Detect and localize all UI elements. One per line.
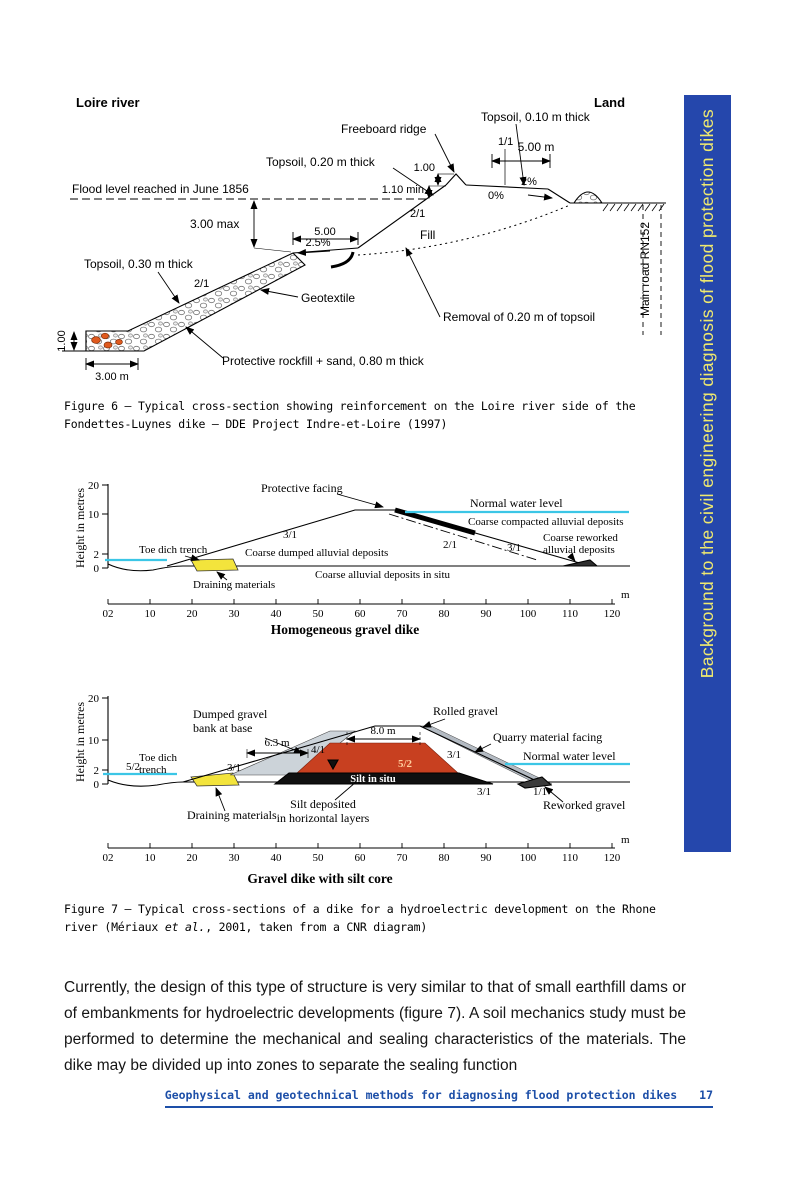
fig6-label-pct2: 2% bbox=[521, 176, 537, 188]
fig6-label-dim-3m: 3.00 m bbox=[95, 371, 129, 383]
fig7a-xtick: 120 bbox=[603, 608, 621, 620]
fig7b-label-slope52-core: 5/2 bbox=[397, 758, 413, 770]
figure6-caption-text: Figure 6 – Typical cross-section showing reinforcement on the Loire river side of the Fondettes-Luynes dike – DDE Project Indre-et-Loire (1997) bbox=[64, 399, 636, 431]
fig7b-ytick-10: 10 bbox=[88, 735, 99, 747]
fig7b-xtick: 40 bbox=[270, 852, 282, 864]
y-ticks bbox=[102, 485, 108, 568]
fig7b-ytick-20: 20 bbox=[88, 693, 99, 705]
fig7b-label-slope31-toe: 3/1 bbox=[227, 762, 242, 774]
fig7b-geometry bbox=[102, 696, 630, 848]
fig7b-xtick: 30 bbox=[228, 852, 240, 864]
figure6-caption bbox=[64, 398, 680, 434]
fig7a-xtick: 110 bbox=[561, 608, 579, 620]
fig7a-label-coarse-dumped: Coarse dumped alluvial deposits bbox=[245, 547, 389, 559]
fig7b-label-normal-water: Normal water level bbox=[523, 749, 616, 763]
fig6-label-slope-1-1: 1/1 bbox=[498, 136, 514, 148]
fig7b-y-axis-label: Height in metres bbox=[73, 702, 87, 782]
fig7b-label-silt-in-situ: Silt in situ bbox=[350, 774, 396, 785]
fig7b-xtick: 70 bbox=[396, 852, 408, 864]
fig7b-label-silt-dep-2: in horizontal layers bbox=[276, 811, 370, 825]
fig6-label-freeboard-ridge: Freeboard ridge bbox=[341, 122, 427, 136]
fig7a-xtick: 30 bbox=[228, 608, 240, 620]
fig6-label-dim-100-top: 1.00 bbox=[413, 162, 435, 174]
fig7a-label-coarse-reworked-2: alluvial deposits bbox=[543, 544, 615, 556]
fig7a-label-toe-ditch: Toe dich trench bbox=[139, 544, 208, 556]
fig7a-xtick: 60 bbox=[354, 608, 366, 620]
fig6-label-dim-100-left: 1.00 bbox=[56, 330, 68, 352]
fig7a-xtick: 90 bbox=[480, 608, 492, 620]
figure6-diagram bbox=[58, 93, 678, 393]
fig7b-xtick: 60 bbox=[354, 852, 366, 864]
fig6-label-slope-21-lower: 2/1 bbox=[194, 278, 210, 290]
freeboard-ridge-shape bbox=[446, 174, 466, 185]
figure7-caption-post: , 2001, taken from a CNR diagram) bbox=[205, 919, 428, 934]
x-ticks bbox=[108, 843, 612, 848]
fig7a-label-normal-water-level: Normal water level bbox=[470, 496, 563, 510]
fig7b-unit-m: m bbox=[621, 834, 630, 846]
x-ticks bbox=[108, 599, 612, 604]
mound bbox=[574, 192, 602, 203]
topsoil-removal-line bbox=[358, 205, 570, 255]
ground-hatch bbox=[603, 204, 664, 211]
fig7b-label-reworked: Reworked gravel bbox=[543, 798, 626, 812]
reworked-toe-wedge bbox=[563, 560, 597, 566]
fig7a-label-slope31-left: 3/1 bbox=[283, 529, 298, 541]
fig7b-xtick: 02 bbox=[102, 852, 114, 864]
y-ticks bbox=[102, 698, 108, 784]
fig7a-label-draining: Draining materials bbox=[193, 579, 276, 591]
fig7b-xtick: 10 bbox=[144, 852, 156, 864]
fig7a-label-slope31-right: 3/1 bbox=[507, 542, 522, 554]
fig7b-label-toe-ditch-2: trench bbox=[139, 764, 167, 776]
fig7a-ytick-0: 0 bbox=[93, 563, 99, 575]
fig7b-xtick: 90 bbox=[480, 852, 492, 864]
fig7b-label-toe-ditch-1: Toe dich bbox=[139, 752, 178, 764]
fig7b-ytick-0: 0 bbox=[93, 779, 99, 791]
fig7b-label-silt-dep-1: Silt deposited bbox=[290, 797, 356, 811]
fig7a-label-coarse-insitu: Coarse alluvial deposits in situ bbox=[315, 569, 451, 581]
fig7a-ytick-20: 20 bbox=[88, 480, 99, 492]
land-slope bbox=[548, 189, 570, 203]
figure7-caption bbox=[64, 901, 680, 937]
footer-rule bbox=[165, 1088, 713, 1108]
figure7-caption-italic: et al. bbox=[164, 919, 206, 934]
fig6-label-dim-3max: 3.00 max bbox=[190, 217, 240, 231]
fig6-label-slope-21-upper: 2/1 bbox=[410, 208, 426, 220]
fig6-label-land: Land bbox=[594, 95, 626, 110]
fig6-label-flood-level: Flood level reached in June 1856 bbox=[72, 182, 249, 196]
figure7-bottom-diagram bbox=[75, 686, 655, 896]
fig7b-xtick: 100 bbox=[519, 852, 537, 864]
fig7b-xtick: 120 bbox=[603, 852, 621, 864]
fig6-label-rockfill: Protective rockfill + sand, 0.80 m thick bbox=[222, 354, 424, 368]
fig7a-label-coarse-reworked-1: Coarse reworked bbox=[543, 532, 618, 544]
fig7b-label-slope31-low: 3/1 bbox=[477, 786, 492, 798]
fig6-label-main-road: Main road RN152 bbox=[638, 221, 652, 317]
fig7b-title: Gravel dike with silt core bbox=[247, 871, 393, 886]
fig7b-label-dim63: 6.3 m bbox=[264, 737, 290, 749]
figure7-top-diagram bbox=[75, 476, 655, 651]
fig6-label-geotextile: Geotextile bbox=[301, 291, 356, 305]
fig6-label-topsoil-020: Topsoil, 0.20 m thick bbox=[266, 155, 375, 169]
fig7b-xtick: 110 bbox=[561, 852, 579, 864]
fig7b-label-slope11: 1/1 bbox=[533, 786, 548, 798]
fig7b-ytick-2: 2 bbox=[93, 765, 99, 777]
fig7b-xtick: 20 bbox=[186, 852, 198, 864]
fig7a-xtick: 80 bbox=[438, 608, 450, 620]
body-paragraph: Currently, the design of this type of structure is very similar to that of small earthfill dams or of embankments for hydroelectric developments (figure 7). A soil mechanics study must be performed to determine the mechanical and sealing characteristics of the materials. The dike may be divided up into zones to separate the sealing function bbox=[64, 979, 686, 1075]
fig7a-label-coarse-compacted: Coarse compacted alluvial deposits bbox=[468, 516, 624, 528]
fig7b-label-quarry: Quarry material facing bbox=[493, 730, 603, 744]
fig7a-xtick: 50 bbox=[312, 608, 324, 620]
fig7a-xtick: 20 bbox=[186, 608, 198, 620]
fig7b-label-rolled: Rolled gravel bbox=[433, 704, 498, 718]
fig7b-xtick: 80 bbox=[438, 852, 450, 864]
fig6-label-loire-river: Loire river bbox=[76, 95, 140, 110]
fig6-label-dim-5: 5.00 bbox=[314, 226, 336, 238]
footer-title: Geophysical and geotechnical methods for diagnosing flood protection dikes bbox=[164, 1088, 678, 1102]
geotextile-hook bbox=[331, 252, 353, 267]
fig6-label-pct0: 0% bbox=[488, 190, 504, 202]
fig7a-label-protective-facing: Protective facing bbox=[261, 481, 343, 495]
fig6-label-removal: Removal of 0.20 m of topsoil bbox=[443, 310, 596, 324]
fig7a-xtick: 40 bbox=[270, 608, 282, 620]
fig7b-label-dumped-2: bank at base bbox=[193, 721, 253, 735]
fig6-label-fill: Fill bbox=[420, 228, 436, 242]
fig7b-label-slope41: 4/1 bbox=[311, 744, 326, 756]
fig7b-xtick: 50 bbox=[312, 852, 324, 864]
fig6-label-topsoil-010: Topsoil, 0.10 m thick bbox=[481, 110, 590, 124]
fig7a-unit-m: m bbox=[621, 589, 630, 601]
side-tab-text: Background to the civil engineering diagnosis of flood protection dikes bbox=[697, 109, 717, 679]
protective-facing-band bbox=[395, 510, 475, 533]
fig7b-label-dim80: 8.0 m bbox=[370, 725, 396, 737]
fig6-label-pct25: 2.5% bbox=[305, 237, 331, 249]
fig7a-xtick: 100 bbox=[519, 608, 537, 620]
fig7b-label-draining: Draining materials bbox=[187, 808, 277, 822]
fig6-label-topsoil-030: Topsoil, 0.30 m thick bbox=[84, 257, 193, 271]
fig7a-title: Homogeneous gravel dike bbox=[270, 622, 420, 637]
fig7a-ytick-10: 10 bbox=[88, 509, 99, 521]
fig7a-xtick: 70 bbox=[396, 608, 408, 620]
figure7-caption-pre: Figure 7 – Typical cross-sections of a dike for a hydroelectric development on the Rhone river (Mériaux bbox=[64, 902, 656, 934]
footer bbox=[65, 1088, 713, 1108]
fig7a-y-axis-label: Height in metres bbox=[73, 488, 87, 568]
fig7b-label-slope52-left: 5/2 bbox=[125, 761, 141, 773]
fig6-label-dim-5m: 5.00 m bbox=[517, 140, 555, 154]
toe-ditch-wedge bbox=[191, 559, 238, 571]
fig7b-label-dumped-1: Dumped gravel bbox=[193, 707, 268, 721]
fig7a-ytick-2: 2 bbox=[93, 549, 99, 561]
fig7a-xtick: 10 bbox=[144, 608, 156, 620]
fig7b-label-slope31-up: 3/1 bbox=[447, 749, 462, 761]
fig7a-label-slope21: 2/1 bbox=[443, 539, 458, 551]
fig6-label-dim-110min: 1.10 min bbox=[381, 184, 424, 196]
fig7a-xtick: 02 bbox=[102, 608, 114, 620]
page-number: 17 bbox=[699, 1088, 713, 1102]
side-tab-banner bbox=[684, 95, 731, 852]
